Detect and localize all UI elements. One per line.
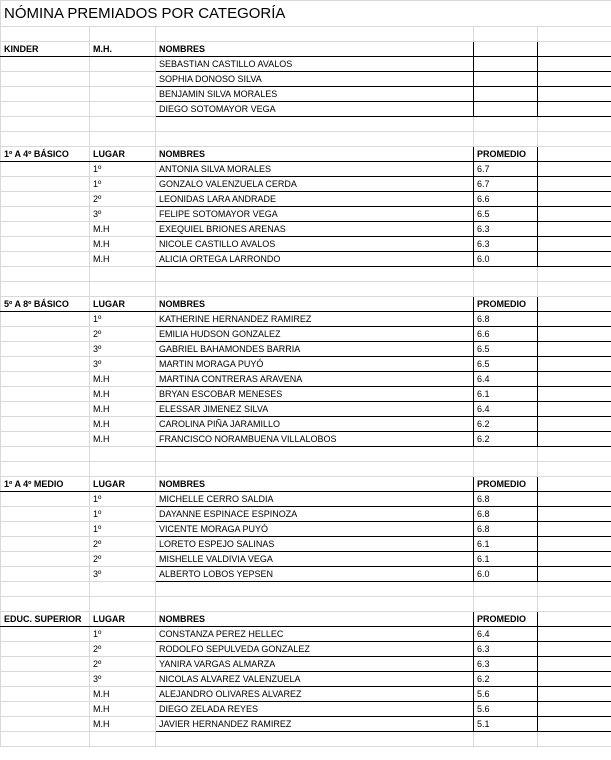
average-header[interactable]: PROMEDIO: [474, 612, 538, 627]
section-header-row: [1, 477, 611, 492]
average-cell[interactable]: 6.7: [474, 177, 538, 192]
average-cell[interactable]: 6.4: [474, 627, 538, 642]
cell[interactable]: [1, 27, 90, 42]
cell[interactable]: [538, 717, 611, 732]
cell[interactable]: [538, 507, 611, 522]
cell[interactable]: [538, 657, 611, 672]
average-cell[interactable]: 6.0: [474, 567, 538, 582]
cell[interactable]: [1, 627, 90, 642]
table-row: [1, 402, 611, 417]
place-cell[interactable]: M.H: [90, 252, 156, 267]
table-row: [1, 192, 611, 207]
empty-row: [1, 27, 611, 42]
cell[interactable]: [538, 597, 611, 612]
cell[interactable]: [538, 72, 611, 87]
cell[interactable]: [538, 342, 611, 357]
table-row: [1, 507, 611, 522]
cell[interactable]: [474, 27, 538, 42]
table-row: [1, 177, 611, 192]
empty-row: [1, 132, 611, 147]
cell[interactable]: [156, 462, 474, 477]
table-row: [1, 657, 611, 672]
cell[interactable]: [538, 402, 611, 417]
place-cell[interactable]: 1º: [90, 507, 156, 522]
table-row: [1, 357, 611, 372]
average-cell[interactable]: 6.8: [474, 522, 538, 537]
name-cell[interactable]: ALICIA ORTEGA LARRONDO: [156, 252, 474, 267]
average-cell[interactable]: 6.7: [474, 162, 538, 177]
average-cell[interactable]: 6.4: [474, 402, 538, 417]
cell[interactable]: [90, 597, 156, 612]
place-cell[interactable]: 3º: [90, 342, 156, 357]
cell[interactable]: [1, 327, 90, 342]
cell[interactable]: [538, 582, 611, 597]
cell[interactable]: [1, 282, 90, 297]
cell[interactable]: [538, 552, 611, 567]
empty-row: [1, 732, 611, 747]
cell[interactable]: [1, 582, 90, 597]
cell[interactable]: [538, 252, 611, 267]
cell[interactable]: [1, 312, 90, 327]
average-cell[interactable]: 6.4: [474, 372, 538, 387]
cell[interactable]: [538, 477, 611, 492]
cell[interactable]: [1, 132, 90, 147]
names-header[interactable]: NOMBRES: [156, 477, 474, 492]
name-cell[interactable]: BRYAN ESCOBAR MENESES: [156, 387, 474, 402]
average-cell[interactable]: 6.2: [474, 417, 538, 432]
table-row: [1, 567, 611, 582]
cell[interactable]: [156, 282, 474, 297]
cell[interactable]: [1, 732, 90, 747]
table-row: [1, 702, 611, 717]
table-row: [1, 387, 611, 402]
cell[interactable]: [90, 267, 156, 282]
table-row: [1, 162, 611, 177]
name-cell[interactable]: YANIRA VARGAS ALMARZA: [156, 657, 474, 672]
cell[interactable]: [1, 597, 90, 612]
place-header[interactable]: M.H.: [90, 42, 156, 57]
cell[interactable]: [1, 207, 90, 222]
average-cell[interactable]: 6.8: [474, 312, 538, 327]
place-cell[interactable]: M.H: [90, 372, 156, 387]
place-cell[interactable]: 3º: [90, 567, 156, 582]
cell[interactable]: [538, 297, 611, 312]
cell[interactable]: [1, 417, 90, 432]
empty-row: [1, 282, 611, 297]
section-header-row: [1, 147, 611, 162]
cell[interactable]: [538, 87, 611, 102]
average-cell[interactable]: 5.6: [474, 687, 538, 702]
cell[interactable]: [538, 147, 611, 162]
cell[interactable]: [538, 177, 611, 192]
cell[interactable]: [1, 177, 90, 192]
place-cell[interactable]: 2º: [90, 657, 156, 672]
cell[interactable]: [474, 282, 538, 297]
place-cell[interactable]: 1º: [90, 522, 156, 537]
name-cell[interactable]: LORETO ESPEJO SALINAS: [156, 537, 474, 552]
cell[interactable]: [1, 102, 90, 117]
cell[interactable]: [538, 492, 611, 507]
category-label[interactable]: EDUC. SUPERIOR: [1, 612, 90, 627]
cell[interactable]: [1, 717, 90, 732]
table-row: [1, 222, 611, 237]
empty-row: [1, 582, 611, 597]
cell[interactable]: [1, 432, 90, 447]
table-row: [1, 537, 611, 552]
cell[interactable]: [90, 447, 156, 462]
name-cell[interactable]: DIEGO ZELADA REYES: [156, 702, 474, 717]
section-header-row: [1, 42, 611, 57]
cell[interactable]: [156, 582, 474, 597]
cell[interactable]: [538, 282, 611, 297]
table-row: [1, 717, 611, 732]
cell[interactable]: [1, 357, 90, 372]
table-row: [1, 237, 611, 252]
category-label[interactable]: 5º A 8º BÁSICO: [1, 297, 90, 312]
cell[interactable]: [474, 597, 538, 612]
category-label[interactable]: KINDER: [1, 42, 90, 57]
cell[interactable]: [538, 432, 611, 447]
average-header[interactable]: PROMEDIO: [474, 147, 538, 162]
empty-row: [1, 462, 611, 477]
average-cell[interactable]: [474, 102, 538, 117]
name-cell[interactable]: MISHELLE VALDIVIA VEGA: [156, 552, 474, 567]
cell[interactable]: [1, 237, 90, 252]
section-header-row: [1, 297, 611, 312]
name-cell[interactable]: CAROLINA PIÑA JARAMILLO: [156, 417, 474, 432]
place-cell[interactable]: M.H: [90, 687, 156, 702]
average-cell[interactable]: 6.5: [474, 207, 538, 222]
average-header[interactable]: PROMEDIO: [474, 297, 538, 312]
name-cell[interactable]: DAYANNE ESPINACE ESPINOZA: [156, 507, 474, 522]
cell[interactable]: [156, 447, 474, 462]
cell[interactable]: [474, 462, 538, 477]
name-cell[interactable]: GONZALO VALENZUELA CERDA: [156, 177, 474, 192]
average-cell[interactable]: 6.6: [474, 192, 538, 207]
table-row: [1, 327, 611, 342]
place-header[interactable]: LUGAR: [90, 612, 156, 627]
name-cell[interactable]: NICOLAS ALVAREZ VALENZUELA: [156, 672, 474, 687]
place-cell[interactable]: 2º: [90, 552, 156, 567]
cell[interactable]: [538, 447, 611, 462]
cell[interactable]: [538, 192, 611, 207]
cell[interactable]: [538, 732, 611, 747]
name-cell[interactable]: FELIPE SOTOMAYOR VEGA: [156, 207, 474, 222]
place-header[interactable]: LUGAR: [90, 297, 156, 312]
name-cell[interactable]: ELESSAR JIMENEZ SILVA: [156, 402, 474, 417]
cell[interactable]: [1, 402, 90, 417]
name-cell[interactable]: EMILIA HUDSON GONZALEZ: [156, 327, 474, 342]
table-row: [1, 687, 611, 702]
table-row: [1, 432, 611, 447]
cell[interactable]: [1, 387, 90, 402]
cell[interactable]: [1, 222, 90, 237]
place-cell[interactable]: 3º: [90, 207, 156, 222]
cell[interactable]: [1, 492, 90, 507]
cell[interactable]: [90, 582, 156, 597]
cell[interactable]: [538, 567, 611, 582]
average-cell[interactable]: 6.5: [474, 342, 538, 357]
name-cell[interactable]: RODOLFO SEPULVEDA GONZALEZ: [156, 642, 474, 657]
place-cell[interactable]: 2º: [90, 327, 156, 342]
table-row: [1, 87, 611, 102]
table-row: [1, 102, 611, 117]
average-cell[interactable]: 6.8: [474, 507, 538, 522]
cell[interactable]: [1, 642, 90, 657]
names-header[interactable]: NOMBRES: [156, 147, 474, 162]
cell[interactable]: [156, 117, 474, 132]
name-cell[interactable]: KATHERINE HERNANDEZ RAMIREZ: [156, 312, 474, 327]
cell[interactable]: [538, 687, 611, 702]
table-row: [1, 552, 611, 567]
average-cell[interactable]: 6.0: [474, 252, 538, 267]
place-cell[interactable]: 3º: [90, 357, 156, 372]
name-cell[interactable]: FRANCISCO NORAMBUENA VILLALOBOS: [156, 432, 474, 447]
name-cell[interactable]: LEONIDAS LARA ANDRADE: [156, 192, 474, 207]
average-cell[interactable]: 5.6: [474, 702, 538, 717]
place-cell[interactable]: 2º: [90, 192, 156, 207]
cell[interactable]: [1, 57, 90, 72]
place-cell[interactable]: M.H: [90, 222, 156, 237]
name-cell[interactable]: CONSTANZA PEREZ HELLEC: [156, 627, 474, 642]
cell[interactable]: [474, 267, 538, 282]
average-cell[interactable]: 6.6: [474, 327, 538, 342]
cell[interactable]: [474, 582, 538, 597]
cell[interactable]: [1, 252, 90, 267]
cell[interactable]: [538, 237, 611, 252]
place-cell[interactable]: 1º: [90, 627, 156, 642]
cell[interactable]: [90, 117, 156, 132]
cell[interactable]: [1, 687, 90, 702]
names-header[interactable]: NOMBRES: [156, 42, 474, 57]
section-header-row: [1, 612, 611, 627]
average-cell[interactable]: [474, 87, 538, 102]
place-cell[interactable]: 3º: [90, 672, 156, 687]
table-row: [1, 207, 611, 222]
cell[interactable]: [538, 537, 611, 552]
cell[interactable]: [538, 102, 611, 117]
category-label[interactable]: 1º A 4º MEDIO: [1, 477, 90, 492]
name-cell[interactable]: VICENTE MORAGA PUYÓ: [156, 522, 474, 537]
cell[interactable]: [538, 417, 611, 432]
cell[interactable]: [474, 117, 538, 132]
cell[interactable]: [156, 267, 474, 282]
place-cell[interactable]: [90, 57, 156, 72]
place-header[interactable]: LUGAR: [90, 477, 156, 492]
cell[interactable]: [538, 117, 611, 132]
table-row: [1, 522, 611, 537]
cell[interactable]: [1, 537, 90, 552]
cell[interactable]: [538, 372, 611, 387]
table-row: [1, 672, 611, 687]
average-cell[interactable]: [474, 72, 538, 87]
average-header[interactable]: PROMEDIO: [474, 477, 538, 492]
names-header[interactable]: NOMBRES: [156, 297, 474, 312]
place-cell[interactable]: M.H: [90, 237, 156, 252]
place-cell[interactable]: M.H: [90, 717, 156, 732]
cell[interactable]: [90, 132, 156, 147]
place-header[interactable]: LUGAR: [90, 147, 156, 162]
cell[interactable]: [538, 627, 611, 642]
empty-row: [1, 117, 611, 132]
cell[interactable]: [538, 357, 611, 372]
cell[interactable]: [90, 732, 156, 747]
cell[interactable]: [1, 72, 90, 87]
cell[interactable]: [1, 507, 90, 522]
cell[interactable]: [1, 657, 90, 672]
average-cell[interactable]: 6.3: [474, 237, 538, 252]
cell[interactable]: [538, 222, 611, 237]
average-cell[interactable]: 6.2: [474, 672, 538, 687]
cell[interactable]: [538, 207, 611, 222]
cell[interactable]: [538, 57, 611, 72]
place-cell[interactable]: 1º: [90, 492, 156, 507]
cell[interactable]: [90, 282, 156, 297]
name-cell[interactable]: EXEQUIEL BRIONES ARENAS: [156, 222, 474, 237]
place-cell[interactable]: 2º: [90, 642, 156, 657]
place-cell[interactable]: [90, 72, 156, 87]
table-row: [1, 252, 611, 267]
cell[interactable]: [474, 447, 538, 462]
name-cell[interactable]: DIEGO SOTOMAYOR VEGA: [156, 102, 474, 117]
cell[interactable]: [156, 732, 474, 747]
name-cell[interactable]: GABRIEL BAHAMONDES BARRIA: [156, 342, 474, 357]
cell[interactable]: [538, 702, 611, 717]
empty-row: [1, 447, 611, 462]
place-cell[interactable]: 1º: [90, 312, 156, 327]
name-cell[interactable]: MICHELLE CERRO SALDIA: [156, 492, 474, 507]
cell[interactable]: [1, 702, 90, 717]
table-row: [1, 72, 611, 87]
cell[interactable]: [538, 132, 611, 147]
table-row: [1, 312, 611, 327]
table-row: [1, 342, 611, 357]
table-row: [1, 492, 611, 507]
cell[interactable]: [474, 132, 538, 147]
place-cell[interactable]: [90, 87, 156, 102]
table-row: [1, 627, 611, 642]
average-cell[interactable]: 5.1: [474, 717, 538, 732]
cell[interactable]: [156, 132, 474, 147]
average-header[interactable]: [474, 42, 538, 57]
empty-row: [1, 597, 611, 612]
average-cell[interactable]: 6.1: [474, 552, 538, 567]
cell[interactable]: [538, 642, 611, 657]
name-cell[interactable]: SOPHIA DONOSO SILVA: [156, 72, 474, 87]
empty-row: [1, 267, 611, 282]
cell[interactable]: [538, 327, 611, 342]
average-cell[interactable]: [474, 57, 538, 72]
cell[interactable]: [1, 192, 90, 207]
cell[interactable]: [538, 27, 611, 42]
name-cell[interactable]: MARTIN MORAGA PUYÓ: [156, 357, 474, 372]
average-cell[interactable]: 6.1: [474, 387, 538, 402]
name-cell[interactable]: NICOLE CASTILLO AVALOS: [156, 237, 474, 252]
place-cell[interactable]: M.H: [90, 402, 156, 417]
place-cell[interactable]: M.H: [90, 702, 156, 717]
place-cell[interactable]: [90, 102, 156, 117]
place-cell[interactable]: 1º: [90, 177, 156, 192]
cell[interactable]: [1, 267, 90, 282]
cell[interactable]: [1, 672, 90, 687]
average-cell[interactable]: 6.1: [474, 537, 538, 552]
cell[interactable]: [1, 117, 90, 132]
table-row: [1, 372, 611, 387]
cell[interactable]: [1, 447, 90, 462]
name-cell[interactable]: BENJAMIN SILVA MORALES: [156, 87, 474, 102]
cell[interactable]: [474, 732, 538, 747]
cell[interactable]: [1, 342, 90, 357]
average-cell[interactable]: 6.2: [474, 432, 538, 447]
place-cell[interactable]: M.H: [90, 432, 156, 447]
name-cell[interactable]: SEBASTIAN CASTILLO AVALOS: [156, 57, 474, 72]
name-cell[interactable]: JAVIER HERNANDEZ RAMIREZ: [156, 717, 474, 732]
name-cell[interactable]: ANTONIA SILVA MORALES: [156, 162, 474, 177]
table-row: [1, 642, 611, 657]
name-cell[interactable]: ALBERTO LOBOS YEPSEN: [156, 567, 474, 582]
cell[interactable]: [1, 552, 90, 567]
cell[interactable]: [156, 27, 474, 42]
average-cell[interactable]: 6.5: [474, 357, 538, 372]
table-row: [1, 57, 611, 72]
place-cell[interactable]: 1º: [90, 162, 156, 177]
average-cell[interactable]: 6.3: [474, 222, 538, 237]
title-row: [1, 1, 611, 27]
place-cell[interactable]: M.H: [90, 387, 156, 402]
name-cell[interactable]: ALEJANDRO OLIVARES ALVAREZ: [156, 687, 474, 702]
cell[interactable]: [538, 522, 611, 537]
cell[interactable]: [538, 672, 611, 687]
cell[interactable]: [90, 27, 156, 42]
names-header[interactable]: NOMBRES: [156, 612, 474, 627]
cell[interactable]: [538, 312, 611, 327]
cell[interactable]: [538, 612, 611, 627]
place-cell[interactable]: 2º: [90, 537, 156, 552]
cell[interactable]: [1, 567, 90, 582]
cell[interactable]: [1, 522, 90, 537]
category-label[interactable]: 1º A 4º BÁSICO: [1, 147, 90, 162]
average-cell[interactable]: 6.3: [474, 657, 538, 672]
average-cell[interactable]: 6.8: [474, 492, 538, 507]
cell[interactable]: [538, 267, 611, 282]
cell[interactable]: [538, 387, 611, 402]
place-cell[interactable]: M.H: [90, 417, 156, 432]
average-cell[interactable]: 6.3: [474, 642, 538, 657]
page-title: NÓMINA PREMIADOS POR CATEGORÍA: [4, 5, 286, 22]
cell[interactable]: [1, 87, 90, 102]
name-cell[interactable]: MARTINA CONTRERAS ARAVENA: [156, 372, 474, 387]
table-row: [1, 417, 611, 432]
cell[interactable]: [1, 372, 90, 387]
cell[interactable]: [538, 462, 611, 477]
cell[interactable]: [156, 597, 474, 612]
cell[interactable]: [538, 42, 611, 57]
cell[interactable]: [1, 462, 90, 477]
cell[interactable]: [90, 462, 156, 477]
cell[interactable]: [1, 162, 90, 177]
cell[interactable]: [538, 162, 611, 177]
